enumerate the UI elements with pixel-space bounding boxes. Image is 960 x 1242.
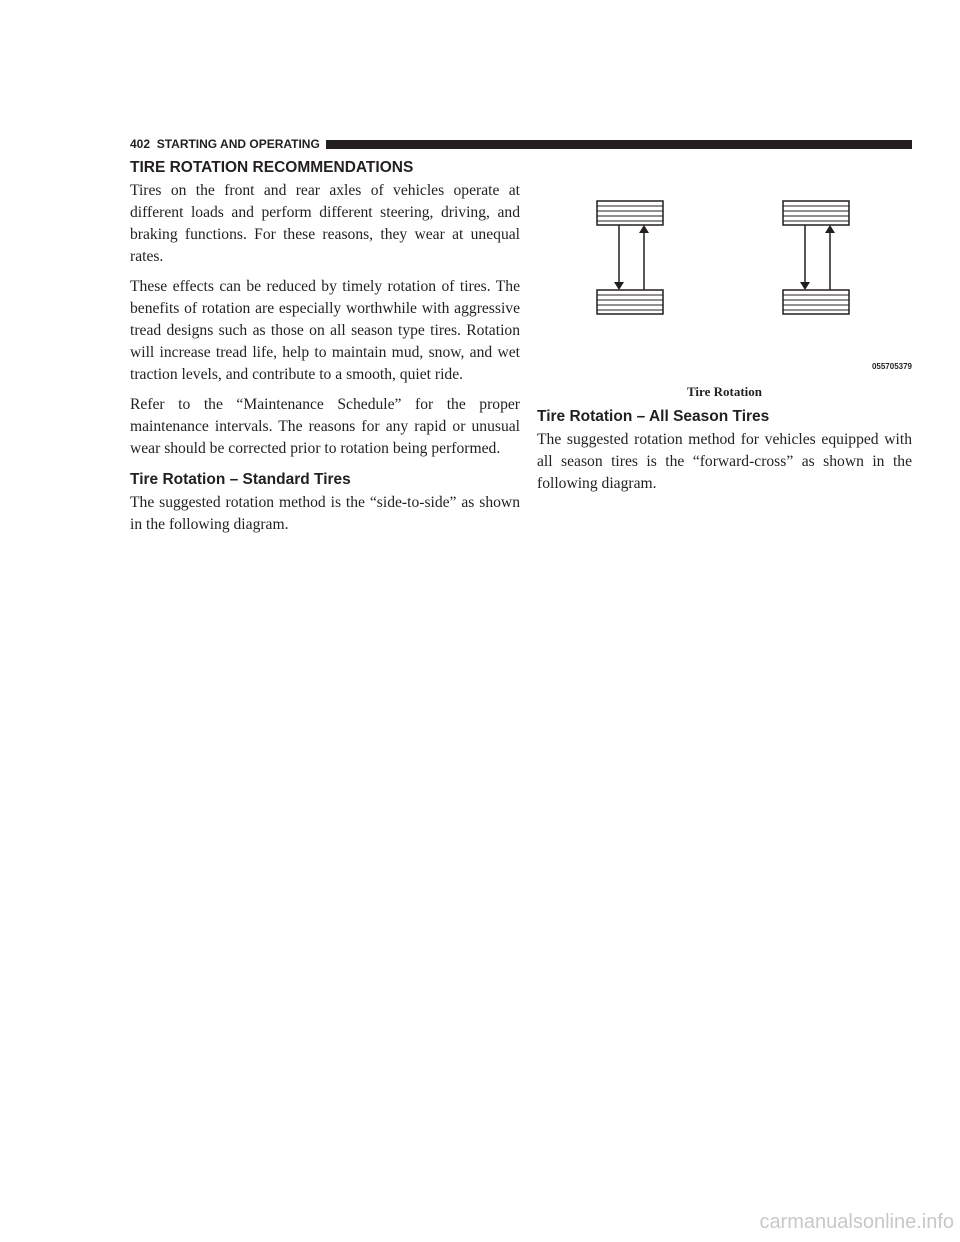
left-front-tire — [597, 201, 663, 225]
section-title: STARTING AND OPERATING — [156, 137, 320, 151]
tire-rotation-figure — [537, 180, 912, 400]
left-column — [130, 158, 520, 544]
paragraph-maintenance: Refer to the “Maintenance Schedule” for the proper maintenance intervals. The reasons for any rapid or unusual wear should be corrected prior to rotation being performed. — [130, 396, 520, 457]
paragraph-benefits: These effects can be reduced by timely rotation of tires. The benefits of rotation are especially worthwhile with aggressive tread designs such as those on all season type tires. Rotation will increase tread life, help to maintain mud, snow, and wet traction levels, and contribute to a smooth, quiet ride. — [130, 278, 520, 383]
left-rear-tire — [597, 290, 663, 314]
standard-tires-heading: Tire Rotation – Standard Tires — [130, 471, 351, 488]
watermark: carmanualsonline.info — [759, 1211, 954, 1233]
page-number: 402 — [130, 137, 151, 151]
tire-rotation-diagram — [537, 180, 912, 380]
figure-code: 055705379 — [871, 362, 912, 371]
all-season-heading: Tire Rotation – All Season Tires — [537, 408, 770, 425]
right-rear-tire — [783, 290, 849, 314]
page-header-text — [130, 137, 326, 151]
main-heading: TIRE ROTATION RECOMMENDATIONS — [130, 159, 414, 176]
figure-caption: Tire Rotation — [687, 384, 762, 399]
paragraph-loads: Tires on the front and rear axles of vehicles operate at different loads and perform different steering, driving, and braking functions. For these reasons, they wear at unequal rates. — [130, 182, 520, 265]
right-front-tire — [783, 201, 849, 225]
paragraph-side-to-side: The suggested rotation method is the “side-to-side” as shown in the following diagram. — [130, 494, 520, 533]
right-column — [537, 407, 912, 503]
page-header — [130, 137, 912, 151]
paragraph-forward-cross: The suggested rotation method for vehicles equipped with all season tires is the “forward-cross” as shown in the following diagram. — [537, 431, 912, 492]
